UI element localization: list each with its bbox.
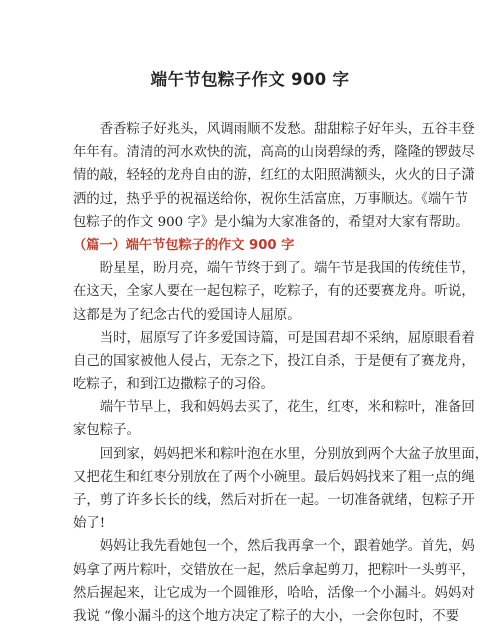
paragraph-line: 包粽子的作文 900 字》是小编为大家准备的，希望对大家有帮助。 <box>73 214 469 230</box>
paragraph-line: 盼星星，盼月亮，端午节终于到了。端午节是我国的传统佳节， <box>73 261 475 277</box>
paragraph-line: 我说 “像小漏斗的这个地方决定了粽子的大小，一会你包时，不要 <box>73 608 460 624</box>
paragraph-line: 在这天，全家人要在一起包粽子，吃粽子，有的还要赛龙舟。听说， <box>73 284 475 300</box>
paragraph-line: 子，剪了许多长长的线，然后对折在一起。一切准备就绪，包粽子开 <box>73 493 475 508</box>
paragraph-line: 吃粽子，和到江边撒粽子的习俗。 <box>73 377 274 393</box>
paragraph-line: 洒的过，热乎乎的祝福送给你，祝你生活富庶，万事顺达。《端午节 <box>73 191 469 207</box>
article-title: 端午节包粽子作文 900 字 <box>150 70 350 89</box>
paragraph-line: 家包粽子。 <box>73 423 140 439</box>
paragraph-line: 妈拿了两片粽叶，交错放在一起，然后拿起剪刀，把粽叶一头剪平， <box>73 562 475 578</box>
section-heading: （篇一）端午节包粽子的作文 900 字 <box>73 237 295 253</box>
paragraph-line: 回到家，妈妈把米和粽叶泡在水里，分别放到两个大盆子放里面， <box>73 446 489 462</box>
paragraph-line: 当时，屈原写了许多爱国诗篇，可是国君却不采纳，屈原眼看着 <box>73 330 475 346</box>
paragraph-line: 自己的国家被他人侵占，无奈之下，投江自杀，于是便有了赛龙舟， <box>73 353 475 369</box>
article-body <box>73 118 489 628</box>
paragraph-line: 年年有。清清的河水欢快的流，高高的山岗碧绿的秀，隆隆的锣鼓尽 <box>73 145 475 161</box>
paragraph-line: 香香粽子好兆头，风调雨顺不发愁。甜甜粽子好年头，五谷丰登 <box>73 122 475 137</box>
paragraph-line: 妈妈让我先看她包一个，然后我再拿一个，跟着她学。首先，妈 <box>73 539 475 555</box>
paragraph-line: 始了! <box>73 516 106 532</box>
paragraph-line: 情的敲，轻轻的龙舟自由的游，红红的太阳照满额头，火火的日子潇 <box>73 168 475 184</box>
paragraph-line: 然后握起来，让它成为一个圆锥形，哈哈，活像一个小漏斗。妈妈对 <box>73 585 475 601</box>
paragraph-line: 端午节早上，我和妈妈去买了，花生，红枣，米和粽叶，准备回 <box>73 400 475 416</box>
paragraph-line: 这都是为了纪念古代的爱国诗人屈原。 <box>73 307 301 323</box>
paragraph-line: 又把花生和红枣分别放在了两个小碗里。最后妈妈找来了粗一点的绳 <box>73 469 475 485</box>
